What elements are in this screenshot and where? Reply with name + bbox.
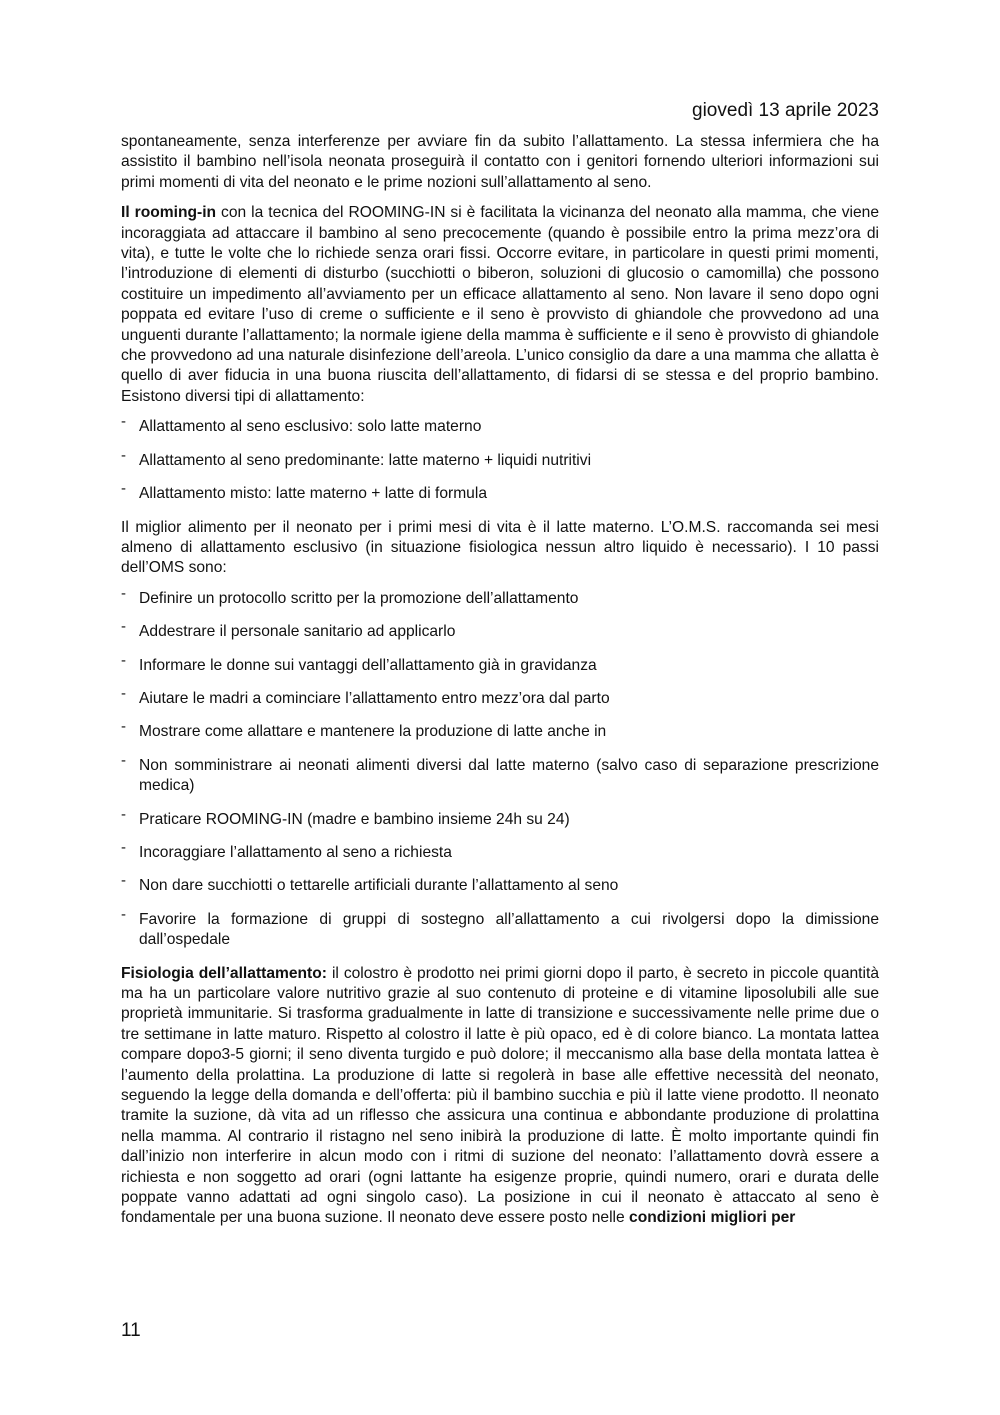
dash-bullet-icon: - — [121, 751, 126, 769]
page-number: 11 — [121, 1320, 141, 1341]
dash-bullet-icon: - — [121, 480, 126, 498]
list-item: - Non somministrare ai neonati alimenti diversi dal latte materno (salvo caso di separazione prescrizione medica) — [121, 751, 879, 795]
dash-bullet-icon: - — [121, 584, 126, 602]
fisiologia-heading: Fisiologia dell’allattamento: — [121, 964, 327, 982]
rooming-in-heading: Il rooming-in — [121, 204, 217, 222]
dash-bullet-icon: - — [121, 651, 126, 669]
paragraph-rooming-in — [121, 203, 879, 407]
dash-bullet-icon: - — [121, 872, 126, 890]
list-passi-oms — [121, 584, 879, 951]
dash-bullet-icon: - — [121, 446, 126, 464]
header-date: giovedì 13 aprile 2023 — [692, 100, 879, 121]
paragraph-oms: Il miglior alimento per il neonato per i primi mesi di vita è il latte materno. L’O.M.S. raccomanda sei mesi almeno di allattamento esclusivo (in situazione fisiologica nessun altro liquido è necessario). I 10 passi dell’OMS sono: — [121, 518, 879, 577]
document-body — [121, 132, 879, 1239]
fisiologia-text: il colostro è prodotto nei primi giorni dopo il parto, è secreto in piccole quantità ma ha un particolare valore nutritivo grazie al suo contenuto di proteine e di vitamine liposolubili alle sue proprietà immunitarie. Si trasforma gradualmente in latte di transizione e successivamente nelle prime due o tre settimane in latte maturo. Rispetto al colostro il latte è più opaco, ed è di colore bianco. La montata lattea compare dopo3-5 giorni; il seno diventa turgido e può dolore; il meccanismo alla base della montata lattea è l’aumento della prolattina. La produzione di latte si regolerà in base alle effettive necessità del neonato, seguendo la legge della domanda e dell’offerta: più il bambino succhia e più il latte viene prodotto. Il neonato tramite la suzione, dà vita ad un riflesso che assicura una continua e abbondante produzione di prolattina nella mamma. Al contrario il ristagno nel seno inibirà la produzione di latte. È molto importante quindi fin dall’inizio non interferire in alcun modo con i ritmi di suzione del neonato: l’allattamento dovrà essere a richiesta e non soggetto ad orari (ogni lattante ha esigenze proprie, quindi numero, orari e durata delle poppate vanno adattati ad ogni singolo caso). La posizione in cui il neonato è attaccato al seno è fondamentale per una buona suzione. Il neonato deve essere posto nelle — [121, 964, 879, 1227]
fisiologia-bold-end: condizioni migliori per — [629, 1209, 796, 1227]
dash-bullet-icon: - — [121, 905, 126, 923]
list-item: - Allattamento misto: latte materno + latte di formula — [121, 480, 487, 503]
list-item: - Addestrare il personale sanitario ad applicarlo — [121, 618, 456, 641]
list-item: - Favorire la formazione di gruppi di sostegno all’allattamento a cui rivolgersi dopo la dimissione dall’ospedale — [121, 905, 879, 949]
list-item: - Allattamento al seno esclusivo: solo latte materno — [121, 413, 482, 436]
list-tipi-allattamento — [121, 413, 879, 504]
list-item: - Incoraggiare l’allattamento al seno a richiesta — [121, 838, 452, 861]
list-item: - Informare le donne sui vantaggi dell’allattamento già in gravidanza — [121, 651, 597, 674]
paragraph-fisiologia — [121, 964, 879, 1229]
dash-bullet-icon: - — [121, 684, 126, 702]
list-item: - Definire un protocollo scritto per la promozione dell’allattamento — [121, 584, 579, 607]
dash-bullet-icon: - — [121, 413, 126, 431]
dash-bullet-icon: - — [121, 618, 126, 636]
list-item: - Mostrare come allattare e mantenere la produzione di latte anche in — [121, 718, 607, 741]
dash-bullet-icon: - — [121, 838, 126, 856]
list-item: - Aiutare le madri a cominciare l’allattamento entro mezz’ora dal parto — [121, 684, 610, 707]
list-item: - Allattamento al seno predominante: latte materno + liquidi nutritivi — [121, 446, 592, 469]
list-item: - Praticare ROOMING-IN (madre e bambino insieme 24h su 24) — [121, 805, 570, 828]
dash-bullet-icon: - — [121, 805, 126, 823]
rooming-in-text: con la tecnica del ROOMING-IN si è facilitata la vicinanza del neonato alla mamma, che viene incoraggiata ad attaccare il bambino al seno precocemente (quando è possibile entro la prima mezz’ora di vita), e tutte le volte che lo richiede senza orari fissi. Occorre evitare, in particolare in questi primi momenti, l’introduzione di elementi di disturbo (succhiotti o biberon, soluzioni di glucosio o camomilla) che possono costituire un impedimento all’avviamento per un efficace allattamento al seno. Non lavare il seno dopo ogni poppata ed evitare l’uso di creme o sufficiente e il seno è provvisto di ghiandole che provvedono ad una unguenti durante l’allattamento; la normale igiene della mamma è sufficiente e il seno è provvisto di ghiandole che provvedono ad una naturale disinfezione dell’areola. L’unico consiglio da dare a una mamma che allatta è quello di aver fiducia in una buona riuscita dell’allattamento, di fidarsi di se stessa e del proprio bambino. Esistono diversi tipi di allattamento: — [121, 204, 879, 405]
paragraph-intro: spontaneamente, senza interferenze per avviare fin da subito l’allattamento. La stessa infermiera che ha assistito il bambino nell’isola neonata proseguirà il contatto con i genitori fornendo ulteriori informazioni sui primi momenti di vita del neonato e le prime nozioni sull’allattamento al seno. — [121, 133, 879, 191]
dash-bullet-icon: - — [121, 718, 126, 736]
list-item: - Non dare succhiotti o tettarelle artificiali durante l’allattamento al seno — [121, 872, 619, 895]
